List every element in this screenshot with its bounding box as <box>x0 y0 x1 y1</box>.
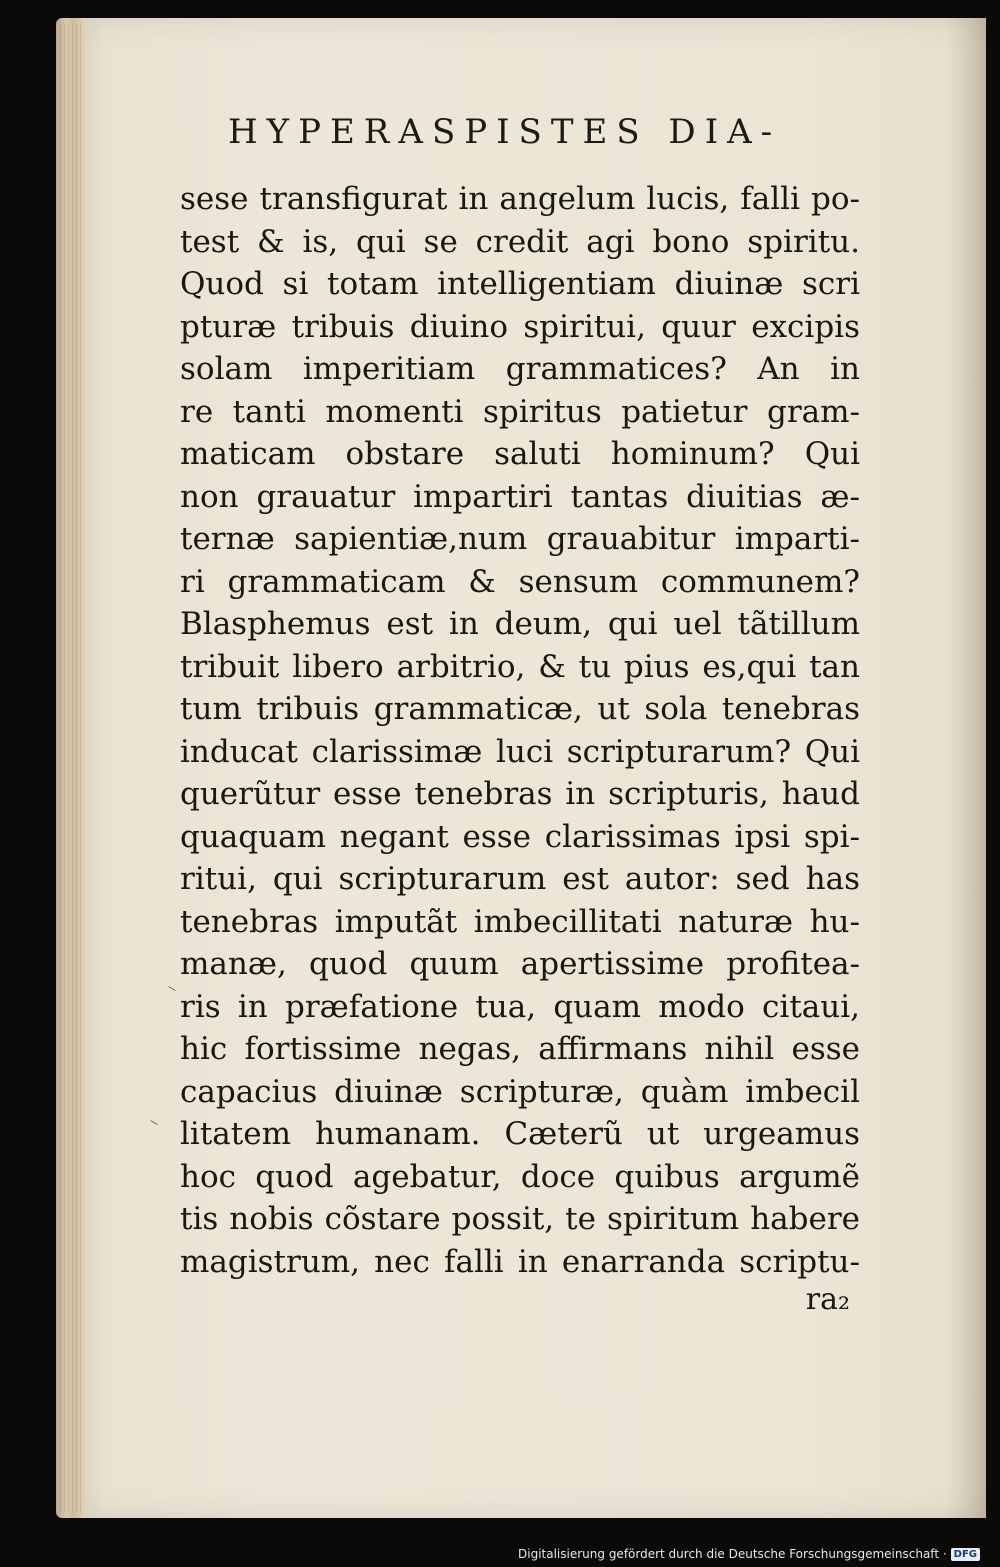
text-line: inducat clarissimæ luci scripturarum? Qui <box>180 733 860 770</box>
running-head: HYPERASPISTES DIA‐ <box>228 112 782 152</box>
text-line: quaquam negant esse clarissimas ipsi spi‐ <box>180 818 860 855</box>
text-line: tribuit libero arbitrio, & tu pius es,qui tan <box>180 648 860 685</box>
text-line: re tanti momenti spiritus patietur gram‐ <box>180 393 860 430</box>
text-line: non grauatur impartiri tantas diuitias æ‐ <box>180 478 860 515</box>
text-line: pturæ tribuis diuino spiritui, quur excipis <box>180 308 860 345</box>
digitization-credit <box>518 1545 980 1563</box>
text-line: maticam obstare saluti hominum? Qui <box>180 436 860 472</box>
text-line: test & is, qui se credit agi bono spiritu. <box>180 223 860 260</box>
text-line: magistrum, nec falli in enarranda scriptu‐ <box>180 1243 860 1280</box>
text-line: hic fortissime negas, affirmans nihil esse <box>180 1031 860 1067</box>
text-line: Quod si totam intelligentiam diuinæ scri <box>180 266 860 302</box>
text-line: ris in præfatione tua, quam modo citaui, <box>180 988 860 1025</box>
gutter-shadow <box>946 18 986 1518</box>
text-line: sese transfigurat in angelum lucis, falli po‐ <box>180 181 860 217</box>
text-line: querũtur esse tenebras in scripturis, haud <box>180 776 860 812</box>
text-line: tenebras imputãt imbecillitati naturæ hu‐ <box>180 903 860 940</box>
text-line: capacius diuinæ scripturæ, quàm imbecil <box>180 1073 860 1110</box>
body-text <box>180 178 860 1283</box>
text-line: ri grammaticam & sensum communem? <box>180 563 860 600</box>
text-line: tum tribuis grammaticæ, ut sola tenebras <box>180 691 860 727</box>
text-line: ternæ sapientiæ,num grauabitur imparti‐ <box>180 521 860 557</box>
catchword: ra₂ <box>805 1282 850 1317</box>
credit-text: Digitalisierung gefördert durch die Deutsche Forschungsgemeinschaft · <box>518 1547 947 1561</box>
text-line: Blasphemus est in deum, qui uel tãtillum <box>180 606 860 642</box>
text-line: solam imperitiam grammatices? An in <box>180 351 860 387</box>
text-line: manæ, quod quum apertissime profitea‐ <box>180 946 860 982</box>
leaf-edges <box>60 24 84 1512</box>
text-line: litatem humanam. Cæterũ ut urgeamus <box>180 1116 860 1152</box>
dfg-logo: DFG <box>951 1548 980 1561</box>
text-line: ritui, qui scripturarum est autor: sed has <box>180 861 860 897</box>
text-line: tis nobis cõstare possit, te spiritum habere <box>180 1201 860 1237</box>
text-line: hoc quod agebatur, doce quibus argumẽ <box>180 1158 860 1195</box>
